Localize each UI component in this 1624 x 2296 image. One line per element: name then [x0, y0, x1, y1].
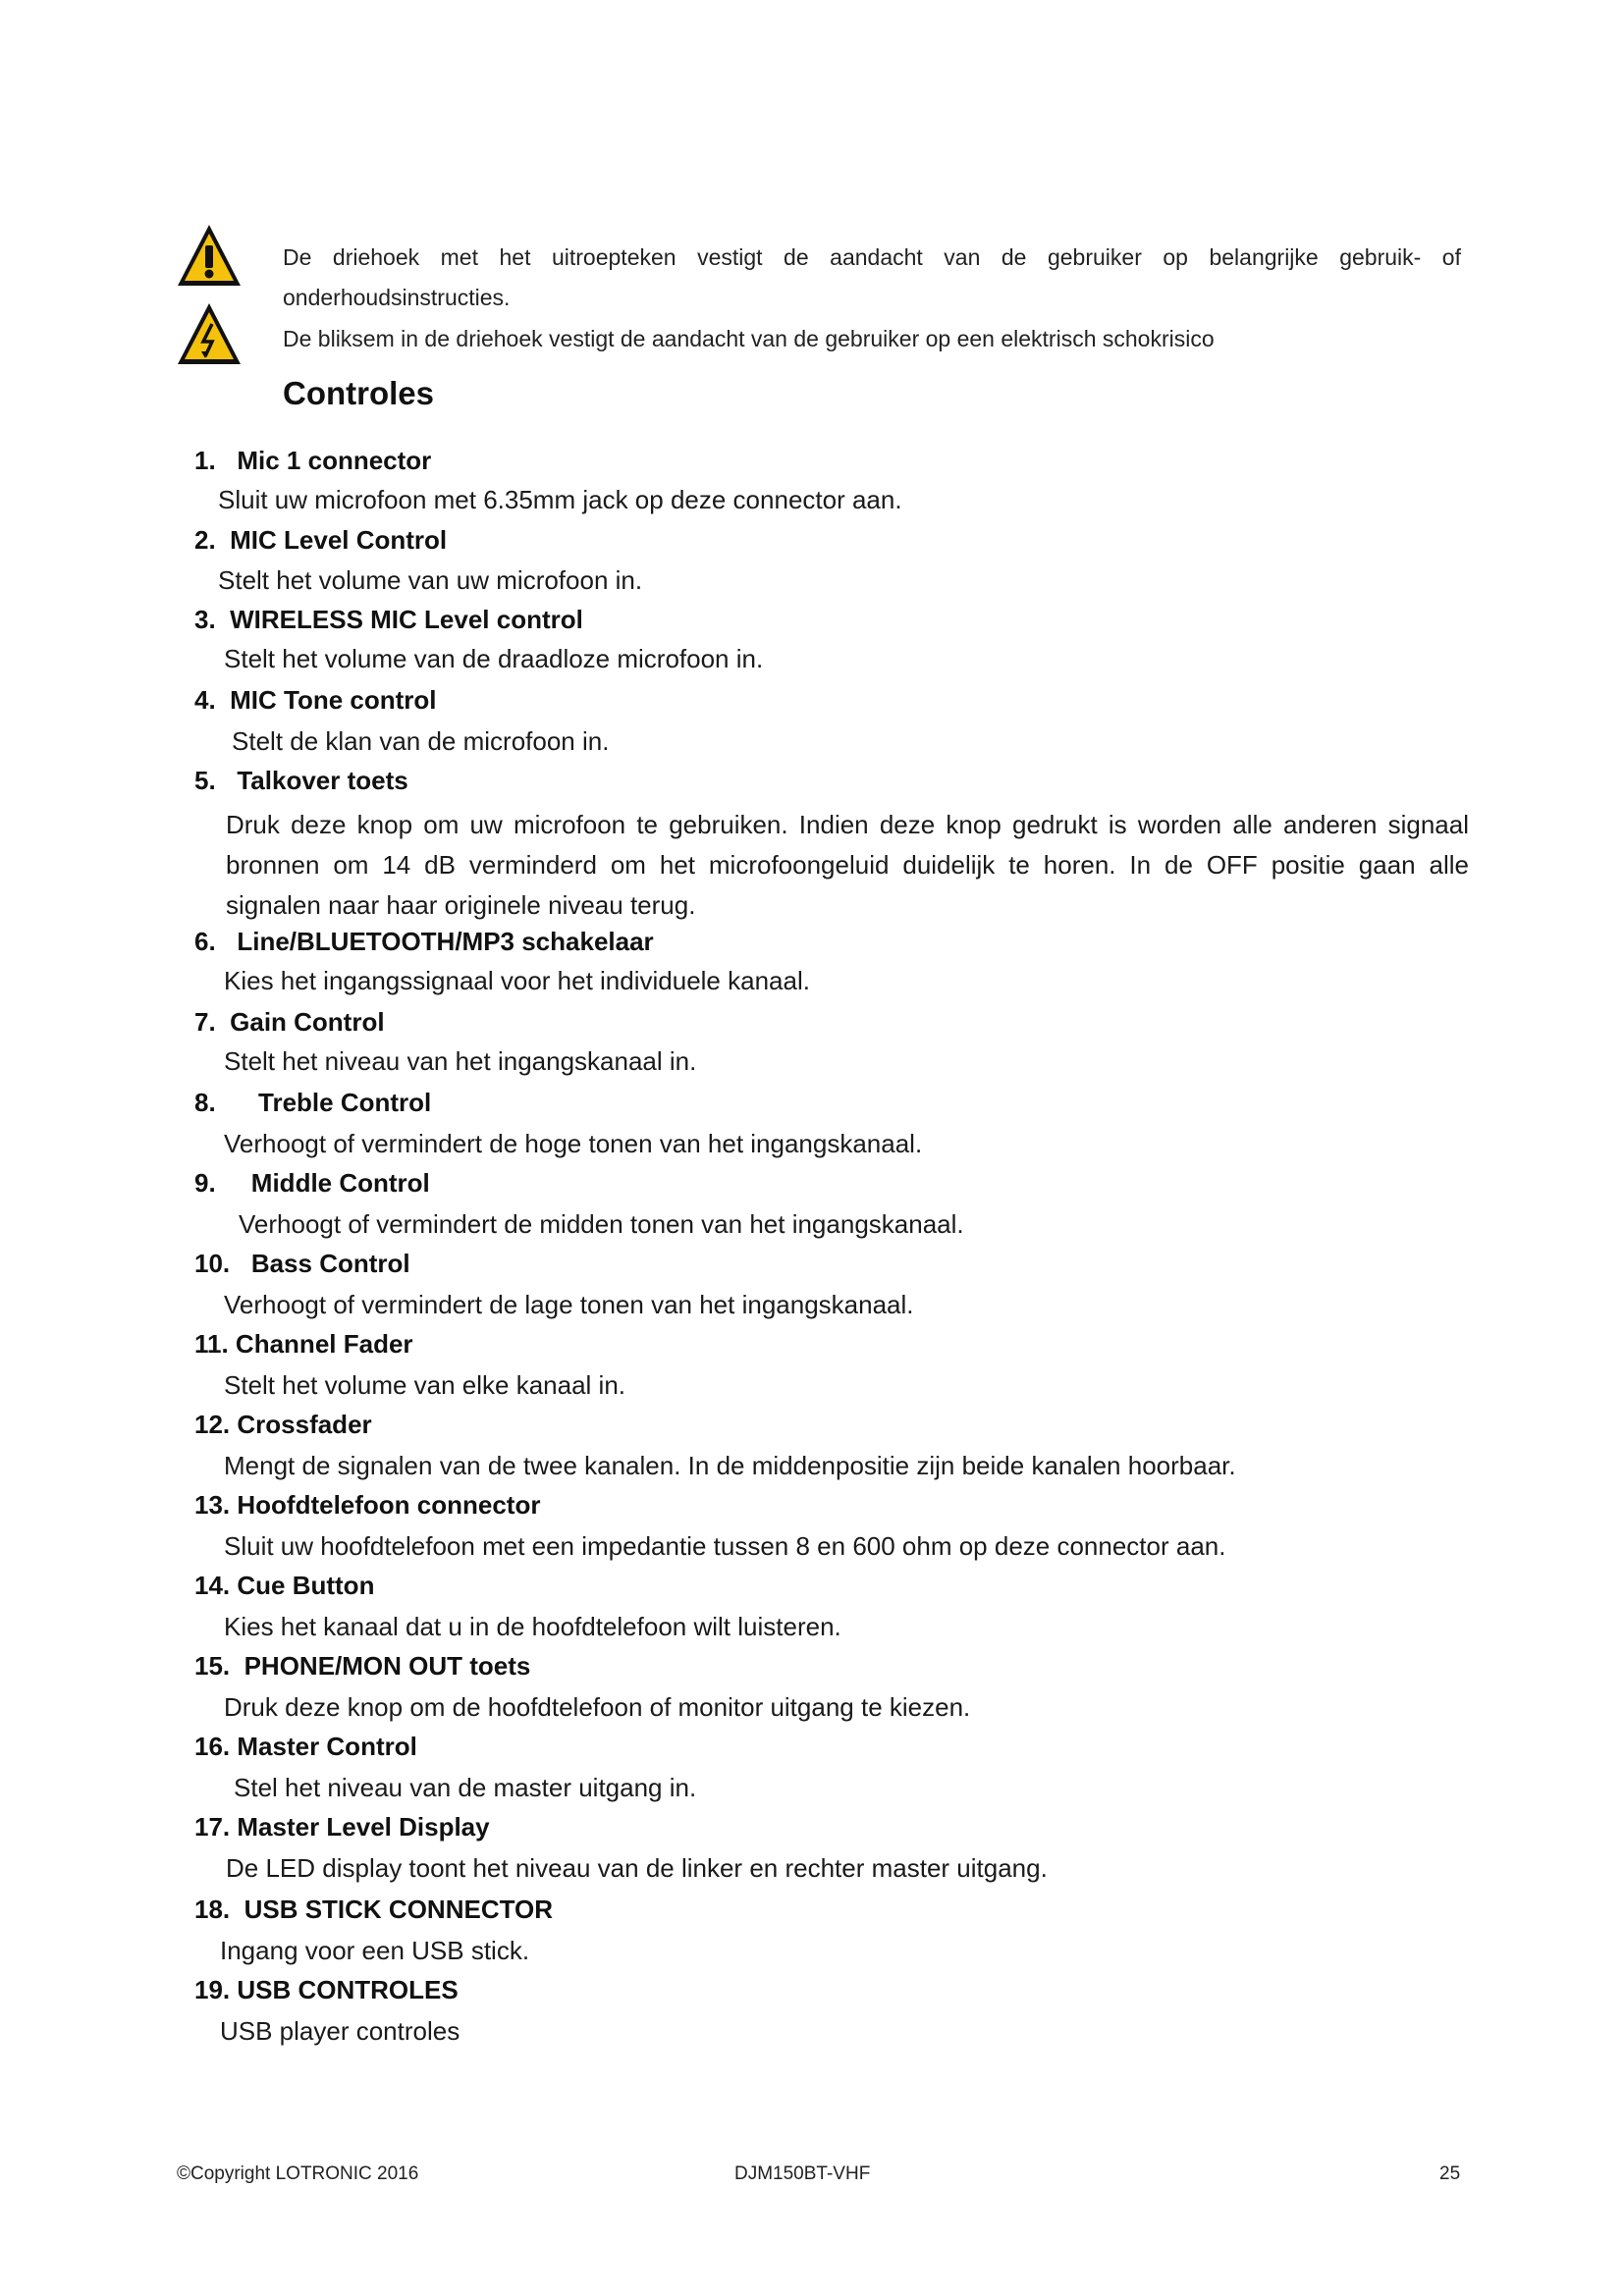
item-desc-8: Verhoogt of vermindert de hoge tonen van het ingangskanaal.	[224, 1129, 923, 1158]
section-heading: Controles	[283, 375, 435, 411]
warning-text-1-line-2: onderhoudsinstructies.	[283, 285, 511, 310]
item-title-10: 10. Bass Control	[194, 1249, 410, 1278]
item-desc-15: Druk deze knop om de hoofdtelefoon of monitor uitgang te kiezen.	[224, 1692, 971, 1722]
footer-copyright: ©Copyright LOTRONIC 2016	[177, 2163, 419, 2184]
warning-text-2	[283, 319, 1461, 359]
item-desc-11: Stelt het volume van elke kanaal in.	[224, 1370, 626, 1400]
item-title-15: 15. PHONE/MON OUT toets	[194, 1651, 531, 1681]
footer-model: DJM150BT-VHF	[734, 2163, 871, 2184]
item-title-18: 18. USB STICK CONNECTOR	[194, 1895, 554, 1924]
item-desc-12: Mengt de signalen van de twee kanalen. In de middenpositie zijn beide kanalen hoorbaar.	[224, 1451, 1236, 1480]
item-desc-13: Sluit uw hoofdtelefoon met een impedantie tussen 8 en 600 ohm op deze connector aan.	[224, 1531, 1226, 1561]
item-title-17: 17. Master Level Display	[194, 1812, 490, 1842]
warning-text-2-line: De bliksem in de driehoek vestigt de aandacht van de gebruiker op een elektrisch schokrisico	[283, 326, 1215, 351]
footer-page-number: 25	[1439, 2163, 1461, 2184]
item-desc-5	[226, 805, 1469, 926]
item-desc-16: Stel het niveau van de master uitgang in.	[234, 1773, 697, 1802]
item-title-14: 14. Cue Button	[194, 1571, 375, 1600]
exclamation-triangle-icon	[175, 222, 244, 291]
item-title-2: 2. MIC Level Control	[194, 525, 448, 555]
item-title-4: 4. MIC Tone control	[194, 685, 437, 715]
item-desc-19: USB player controles	[220, 2016, 460, 2046]
item-title-13: 13. Hoofdtelefoon connector	[194, 1490, 541, 1520]
item-desc-14: Kies het kanaal dat u in de hoofdtelefoon wilt luisteren.	[224, 1612, 841, 1641]
warning-text-1	[283, 238, 1461, 318]
item-title-6: 6. Line/BLUETOOTH/MP3 schakelaar	[194, 927, 654, 956]
item-desc-5-line-1: Druk deze knop om uw microfoon te gebruiken. Indien deze knop gedrukt is worden alle anderen signaal	[226, 810, 1469, 839]
item-title-1: 1. Mic 1 connector	[194, 446, 432, 475]
item-title-19: 19. USB CONTROLES	[194, 1975, 459, 2004]
warning-text-1-line-1: De driehoek met het uitroepteken vestigt de aandacht van de gebruiker op belangrijke gebruik- of	[283, 244, 1461, 270]
item-desc-1: Sluit uw microfoon met 6.35mm jack op deze connector aan.	[218, 485, 902, 514]
item-title-7: 7. Gain Control	[194, 1007, 385, 1037]
item-desc-17: De LED display toont het niveau van de linker en rechter master uitgang.	[226, 1853, 1048, 1883]
item-title-8: 8. Treble Control	[194, 1088, 432, 1117]
item-desc-2: Stelt het volume van uw microfoon in.	[218, 565, 643, 595]
item-desc-5-line-3: signalen naar haar originele niveau terug.	[226, 890, 696, 920]
item-desc-7: Stelt het niveau van het ingangskanaal in.	[224, 1046, 697, 1076]
item-title-11: 11. Channel Fader	[194, 1329, 413, 1359]
item-desc-10: Verhoogt of vermindert de lage tonen van het ingangskanaal.	[224, 1290, 914, 1319]
item-desc-5-line-2: bronnen om 14 dB verminderd om het microfoongeluid duidelijk te horen. In de OFF positie gaan alle	[226, 850, 1469, 880]
item-title-16: 16. Master Control	[194, 1732, 417, 1761]
item-desc-9: Verhoogt of vermindert de midden tonen van het ingangskanaal.	[239, 1209, 964, 1239]
item-desc-18: Ingang voor een USB stick.	[220, 1936, 530, 1965]
lightning-triangle-icon	[175, 300, 244, 369]
item-desc-3: Stelt het volume van de draadloze microfoon in.	[224, 644, 764, 673]
item-desc-4: Stelt de klan van de microfoon in.	[232, 726, 610, 756]
item-title-12: 12. Crossfader	[194, 1410, 372, 1439]
item-title-9: 9. Middle Control	[194, 1168, 430, 1198]
item-desc-6: Kies het ingangssignaal voor het individuele kanaal.	[224, 966, 810, 995]
item-title-3: 3. WIRELESS MIC Level control	[194, 605, 583, 634]
item-title-5: 5. Talkover toets	[194, 766, 408, 795]
